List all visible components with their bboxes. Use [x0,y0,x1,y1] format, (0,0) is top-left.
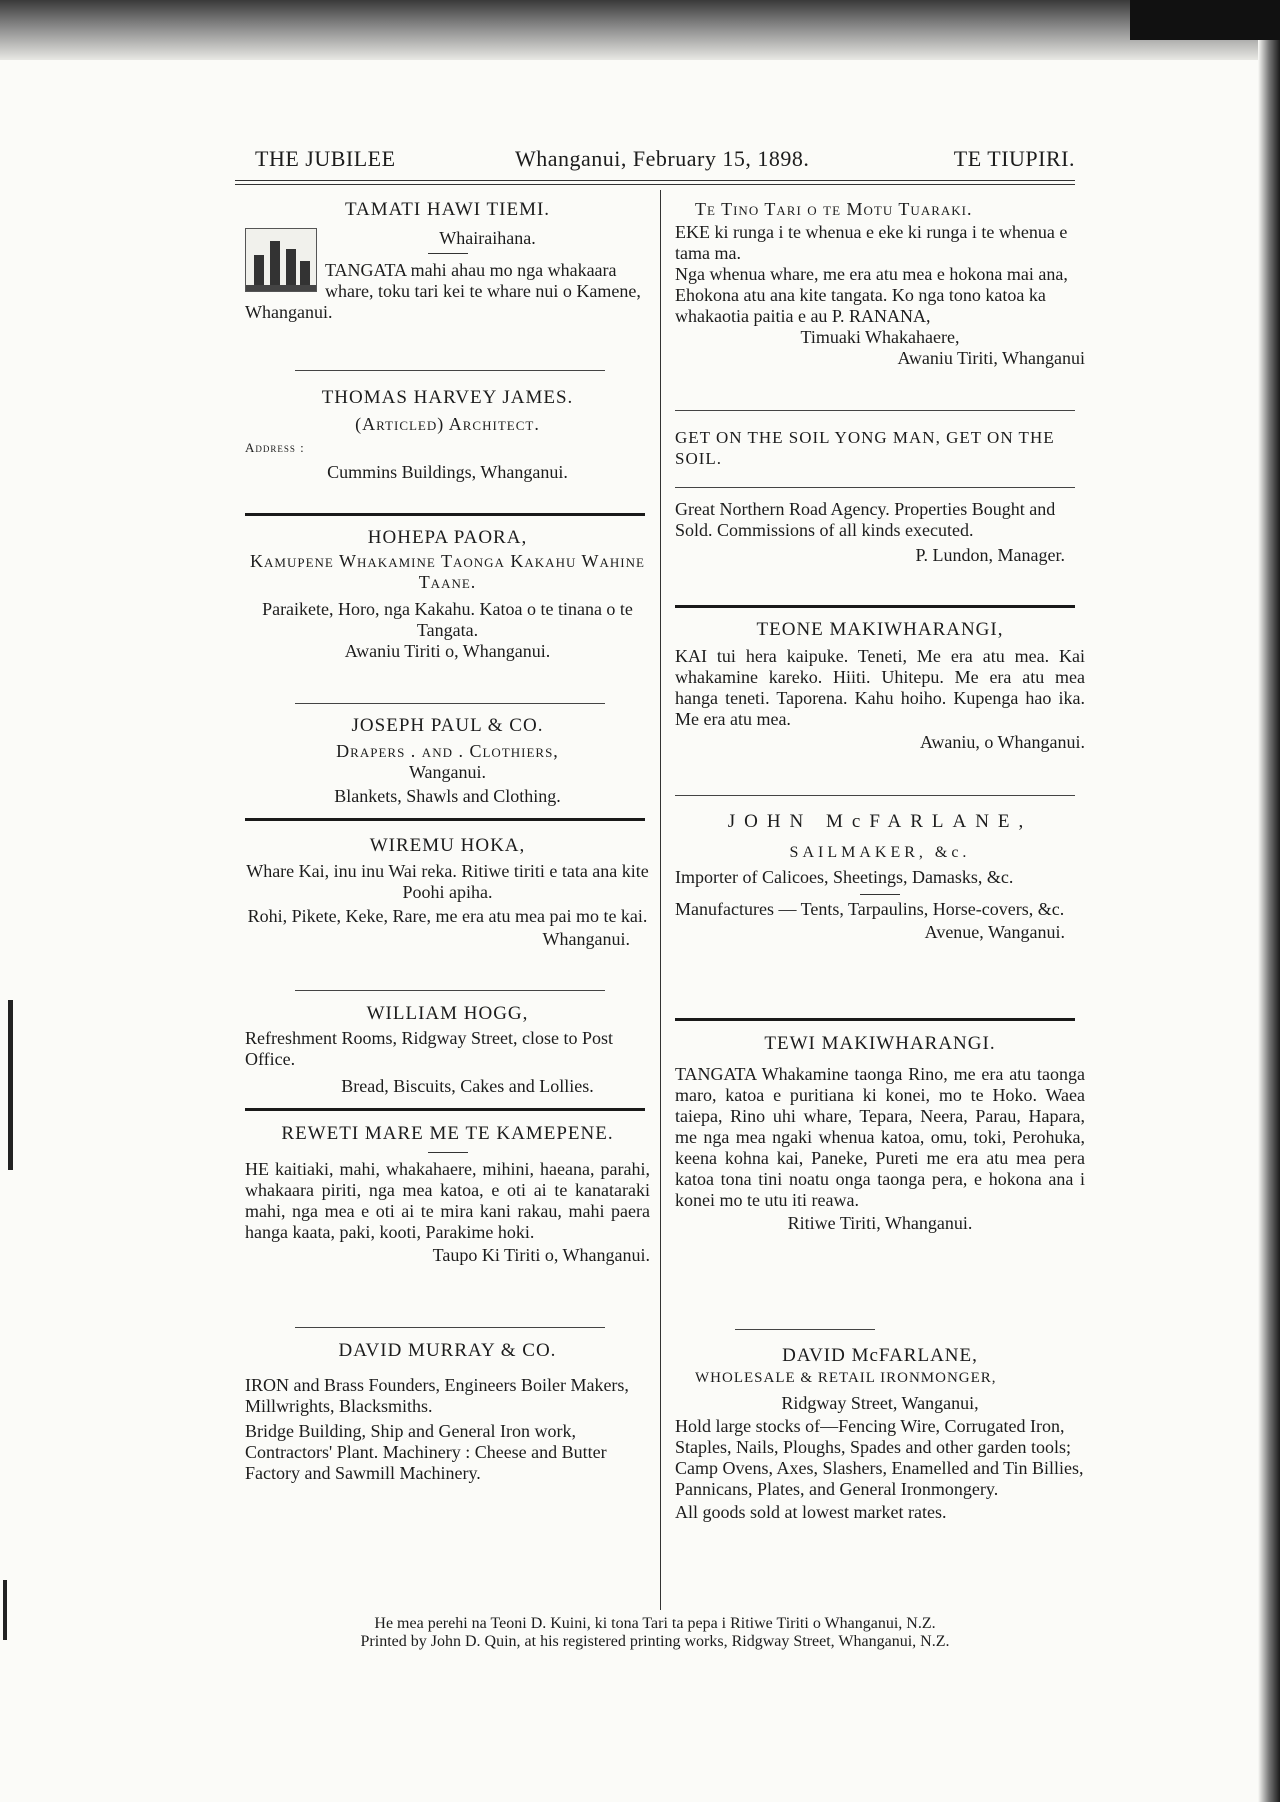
ad-line: Address : [245,440,305,455]
ad-line: Importer of Calicoes, Sheetings, Damasks, &c. [675,867,1014,887]
ad-line: Kamupene Whakamine Taonga Kakahu Wahine Taane. [250,551,645,592]
ad-title: DAVID MURRAY & CO. [338,1340,557,1361]
ad-title: JOSEPH PAUL & CO. [351,715,544,736]
ad-line: Refreshment Rooms, Ridgway Street, close to Post Office. [245,1028,613,1069]
ad-title: TEWI MAKIWHARANGI. [764,1033,996,1054]
ad-line: IRON and Brass Founders, Engineers Boiler Makers, Millwrights, Blacksmiths. [245,1375,629,1416]
footer-line: He mea perehi na Teoni D. Kuini, ki tona Tari ta pepa i Ritiwe Tiriti o Whanganui, N.Z. [374,1615,936,1632]
ad-title: GET ON THE SOIL YONG MAN, GET ON THE SOIL. [675,428,1055,468]
ad-line: Whanganui. [542,929,630,949]
ad-title: HOHEPA PAORA, [367,527,528,548]
ad-line: Awaniu Tiriti, Whanganui [897,348,1085,368]
ad-joseph-paul [245,715,650,807]
ad-line: Drapers . and . Clothiers, [336,741,559,761]
ad-line: HE kaitiaki, mahi, whakahaere, mihini, haeana, parahi, whakaara piriti, nga mea katoa, e oti ai te kanataraki mahi, nga mea e oti ai te mira kani rakau, mahi paera hanga kaata, paki, kooti, Parakime hoki. [245,1159,650,1242]
ad-line: SAILMAKER, &c. [789,844,971,861]
ad-line: Taupo Ki Tiriti o, Whanganui. [432,1245,650,1265]
ad-tamati-hawi-tiemi [245,199,650,323]
building-logo-icon [245,228,317,292]
ad-line: Bread, Biscuits, Cakes and Lollies. [341,1076,594,1096]
ad-line: Awaniu Tiriti o, Whanganui. [344,641,551,661]
ad-title: WIREMU HOKA, [369,835,526,856]
ad-david-mcfarlane [675,1345,1085,1523]
ad-line: TANGATA mahi ahau mo nga whakaara whare, toku tari kei te whare nui o Kamene, Whanganui. [245,260,641,322]
masthead-right: TE TIUPIRI. [953,146,1075,171]
ad-line: Manufactures — Tents, Tarpaulins, Horse-covers, &c. [675,899,1065,919]
ad-line: Blankets, Shawls and Clothing. [334,786,561,806]
scan-right-edge [1258,40,1280,1802]
ad-tewi-makiwharangi [675,1033,1085,1234]
ad-title: WILLIAM HOGG, [366,1003,529,1024]
ad-line: Great Northern Road Agency. Properties Bought and Sold. Commissions of all kinds executed. [675,499,1056,540]
ad-line: Rohi, Pikete, Keke, Rare, me era atu mea pai mo te kai. [247,906,648,926]
ad-line: KAI tui hera kaipuke. Teneti, Me era atu mea. Kai whakamine kareko. Hiiti. Uhitepu. Me era atu mea hanga teneti. Taporena. Kahu hoiho. Kupenga hao ika. Me era atu mea. [675,646,1085,729]
footer-line: Printed by John D. Quin, at his registered printing works, Ridgway Street, Whanganui, N.Z. [360,1633,950,1650]
ad-line: EKE ki runga i te whenua e eke ki runga i te whenua e tama ma. [675,222,1068,263]
page-footer [235,1615,1075,1651]
ad-david-murray [245,1340,650,1484]
ad-line: Avenue, Wanganui. [924,922,1065,942]
ad-line: Awaniu, o Whanganui. [920,732,1085,752]
ad-line: (Articled) Architect. [355,414,540,434]
ad-wiremu-hoka [245,835,650,950]
ad-william-hogg [245,1003,650,1097]
ad-thomas-harvey-james [245,387,650,483]
column-divider [660,190,661,1610]
masthead-rule [235,180,1075,181]
ad-title: THOMAS HARVEY JAMES. [321,387,574,408]
ad-line: Whairaihana. [439,228,536,248]
ad-great-northern [675,427,1085,566]
ad-title: DAVID McFARLANE, [782,1345,978,1366]
scan-left-mark [3,1580,7,1640]
masthead-date: Whanganui, February 15, 1898. [515,146,810,171]
ad-line: Bridge Building, Ship and General Iron work, Contractors' Plant. Machinery : Cheese and Butter Factory and Sawmill Machinery. [245,1421,607,1483]
ad-line: P. Lundon, Manager. [915,545,1065,565]
ad-line: Timuaki Whakahaere, [800,327,960,347]
ad-line: All goods sold at lowest market rates. [675,1502,947,1522]
masthead-left: THE JUBILEE [255,146,396,171]
ad-title: JOHN McFARLANE, [727,811,1033,832]
ad-line: Hold large stocks of—Fencing Wire, Corrugated Iron, Staples, Nails, Ploughs, Spades and other garden tools; Camp Ovens, Axes, Slashers, Enamelled and Tin Billies, Pannicans, Plates, and General Ironmongery. [675,1416,1084,1499]
ad-line: WHOLESALE & RETAIL IRONMONGER, [695,1370,997,1386]
ad-te-tino-tari [675,199,1085,369]
ad-line: Ridgway Street, Wanganui, [781,1393,979,1413]
ad-line: Nga whenua whare, me era atu mea e hokona mai ana, Ehokona atu ana kite tangata. Ko nga tono katoa ka whakaotia paitia e au P. RANANA, [675,264,1068,326]
masthead-rule [235,184,1075,185]
ad-hohepa-paora [245,527,650,662]
ad-line: Paraikete, Horo, nga Kakahu. Katoa o te tinana o te Tangata. [262,599,633,640]
ad-line: TANGATA Whakamine taonga Rino, me era atu taonga maro, katoa e puritiana ki konei, mo te Hoko. Waea taiepa, Rino uhi whare, Tepara, Neera, Parau, Hapara, me nga mea ngaki whenua katoa, omu, toki, Perohuka, keena kohna kai, Paneke, Pureti me era atu mea pera katoa tona tini noatu onga taonga pera, e hokona ana i konei mo te utu iti reawa. [675,1064,1085,1210]
scan-left-mark [8,1000,13,1170]
ad-title: TEONE MAKIWHARANGI, [756,619,1004,640]
ad-title: TAMATI HAWI TIEMI. [344,199,551,220]
ad-title: REWETI MARE ME TE KAMEPENE. [281,1123,614,1144]
ad-title: Te Tino Tari o te Motu Tuaraki. [695,199,973,219]
ad-teone-makiwharangi [675,619,1085,753]
scan-top-edge [0,0,1280,60]
ad-line: Wanganui. [408,762,487,782]
ad-line: Ritiwe Tiriti, Whanganui. [787,1213,973,1233]
ad-line: Whare Kai, inu inu Wai reka. Ritiwe tiriti e tata ana kite Poohi apiha. [246,861,649,902]
ad-reweti-mare [245,1123,650,1266]
masthead [255,140,1075,174]
ad-john-mcfarlane [675,811,1085,943]
ad-line: Cummins Buildings, Whanganui. [327,462,568,482]
